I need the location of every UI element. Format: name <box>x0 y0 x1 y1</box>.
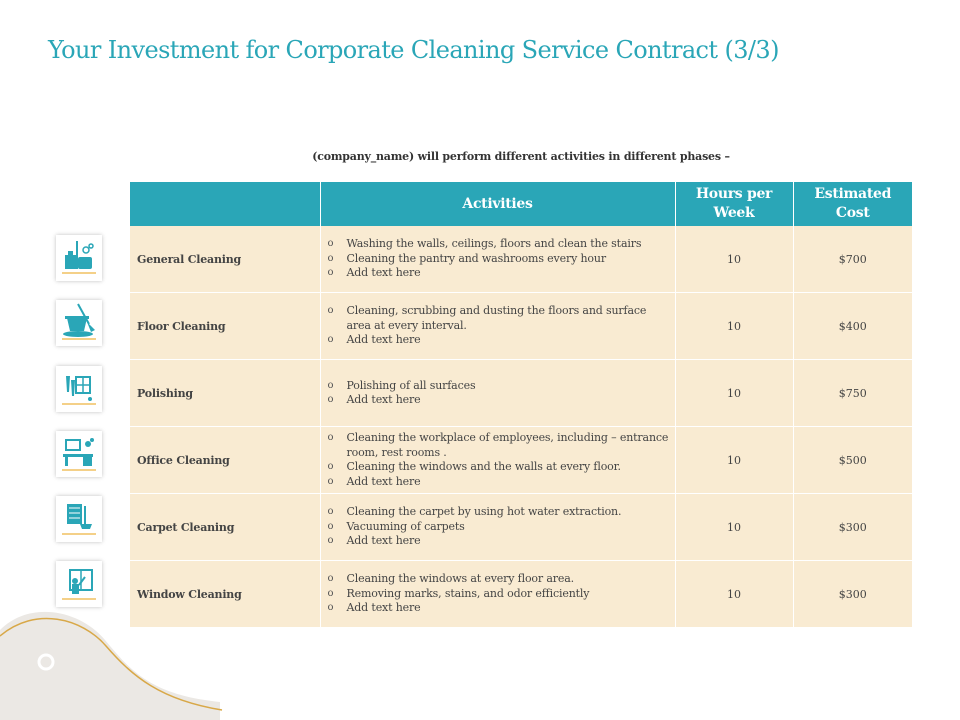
table-row <box>130 226 912 293</box>
activity-item <box>328 379 669 394</box>
activity-text: Vacuuming of carpets <box>346 519 465 533</box>
activity-text: Add text here <box>346 474 421 488</box>
estimated-cost: $300 <box>793 494 912 561</box>
table-row <box>130 360 912 427</box>
hours-per-week: 10 <box>675 360 793 427</box>
activity-text: Cleaning the workplace of employees, including – entrance room, rest rooms . <box>346 431 669 459</box>
service-name: Carpet Cleaning <box>130 494 320 561</box>
table-header-row <box>130 182 912 226</box>
activity-item <box>328 505 669 520</box>
bullet-icon: o <box>327 305 334 317</box>
estimated-cost: $400 <box>793 293 912 360</box>
activity-list <box>328 572 669 616</box>
decorative-wave <box>0 600 240 720</box>
table-row <box>130 561 912 628</box>
activity-text: Polishing of all surfaces <box>346 378 476 392</box>
bullet-icon: o <box>327 379 334 391</box>
bullet-icon: o <box>327 267 334 279</box>
service-name: Window Cleaning <box>130 561 320 628</box>
bullet-icon: o <box>327 587 334 599</box>
bullet-icon: o <box>327 394 334 405</box>
bullet-icon: o <box>327 238 334 250</box>
activity-text: Cleaning the carpet by using hot water extraction. <box>346 505 622 519</box>
estimated-cost: $500 <box>793 427 912 494</box>
investment-table <box>130 182 912 628</box>
bullet-icon: o <box>327 602 334 614</box>
activity-text: Add text here <box>346 393 421 406</box>
activity-item <box>328 475 669 490</box>
table-body <box>130 226 912 628</box>
bullet-icon: o <box>327 461 334 472</box>
service-name: Polishing <box>130 360 320 427</box>
header-cost: Estimated Cost <box>793 182 912 226</box>
activities-cell <box>320 427 675 494</box>
activity-text: Washing the walls, ceilings, floors and clean the stairs <box>346 237 642 251</box>
activities-cell <box>320 293 675 360</box>
header-activities: Activities <box>320 182 675 226</box>
activity-item <box>328 572 669 587</box>
estimated-cost: $750 <box>793 360 912 427</box>
activity-text: Cleaning, scrubbing and dusting the floors and surface area at every interval. <box>346 304 647 332</box>
bullet-icon: o <box>327 506 334 518</box>
activity-text: Add text here <box>346 534 421 548</box>
hours-per-week: 10 <box>675 494 793 561</box>
activity-item <box>328 393 669 408</box>
activity-item <box>328 534 669 549</box>
table-row <box>130 427 912 494</box>
office-desk-icon <box>56 431 102 477</box>
activity-text: Removing marks, stains, and odor efficiently <box>346 586 590 600</box>
mop-bucket-icon <box>56 300 102 346</box>
activity-item <box>328 304 669 333</box>
activity-item <box>328 333 669 348</box>
window-polish-icon <box>56 366 102 412</box>
bullet-icon: o <box>327 535 334 547</box>
carpet-vacuum-icon <box>56 496 102 542</box>
hours-per-week: 10 <box>675 293 793 360</box>
activities-cell <box>320 226 675 293</box>
activity-item <box>328 252 669 267</box>
activity-item <box>328 587 669 602</box>
table-row <box>130 293 912 360</box>
estimated-cost: $300 <box>793 561 912 628</box>
activity-text: Add text here <box>346 333 421 347</box>
bullet-icon: o <box>327 252 334 264</box>
activity-text: Cleaning the windows and the walls at every floor. <box>346 460 621 473</box>
service-name: General Cleaning <box>130 226 320 293</box>
hours-per-week: 10 <box>675 561 793 628</box>
activity-text: Add text here <box>346 266 421 280</box>
table-subtitle: (company_name) will perform different activities in different phases – <box>312 150 730 163</box>
activity-list <box>328 237 669 281</box>
activity-item <box>328 266 669 281</box>
service-name: Floor Cleaning <box>130 293 320 360</box>
activity-text: Add text here <box>346 601 421 615</box>
activities-cell <box>320 494 675 561</box>
bullet-icon: o <box>327 520 334 532</box>
activity-item <box>328 460 669 475</box>
service-name: Office Cleaning <box>130 427 320 494</box>
activity-item <box>328 520 669 535</box>
bullet-icon: o <box>327 475 334 487</box>
activity-item <box>328 601 669 616</box>
bucket-cleaning-icon <box>56 235 102 281</box>
estimated-cost: $700 <box>793 226 912 293</box>
activity-list <box>328 304 669 348</box>
activity-list <box>328 505 669 549</box>
activity-text: Cleaning the pantry and washrooms every hour <box>346 251 606 265</box>
hours-per-week: 10 <box>675 427 793 494</box>
table-row <box>130 494 912 561</box>
page-title: Your Investment for Corporate Cleaning Service Contract (3/3) <box>48 36 779 64</box>
header-service <box>130 182 320 226</box>
activity-list <box>328 379 669 408</box>
bullet-icon: o <box>327 432 334 443</box>
bullet-icon: o <box>327 334 334 346</box>
hours-per-week: 10 <box>675 226 793 293</box>
activities-cell <box>320 561 675 628</box>
activity-item <box>328 237 669 252</box>
bullet-icon: o <box>327 573 334 585</box>
activity-list <box>328 431 669 489</box>
activity-text: Cleaning the windows at every floor area. <box>346 572 574 586</box>
header-hours: Hours per Week <box>675 182 793 226</box>
activities-cell <box>320 360 675 427</box>
activity-item <box>328 431 669 460</box>
